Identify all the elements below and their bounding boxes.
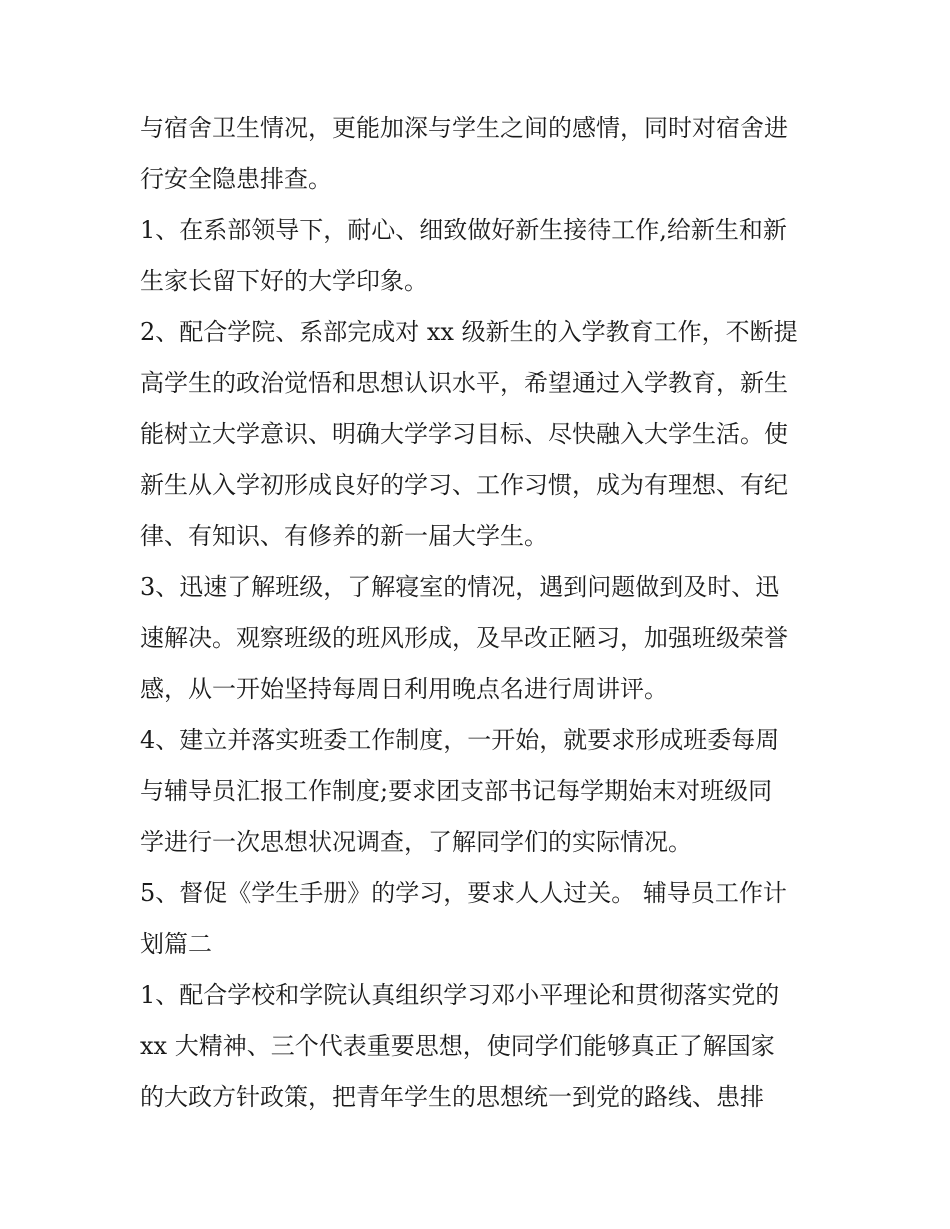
text-line: 能树立大学意识、明确大学学习目标、尽快融入大学生活。使 — [140, 420, 788, 448]
document-body — [140, 103, 820, 1123]
text-line: 学进行一次思想状况调查，了解同学们的实际情况。 — [140, 828, 692, 856]
text-line: 行安全隐患排查。 — [140, 165, 332, 193]
text-line: 与宿舍卫生情况，更能加深与学生之间的感情，同时对宿舍进 — [140, 114, 788, 142]
text-line: 1、配合学校和学院认真组织学习邓小平理论和贯彻落实党的 — [140, 981, 780, 1009]
text-line: 的大政方针政策，把青年学生的思想统一到党的路线、患排 — [140, 1083, 764, 1111]
text-line: 高学生的政治觉悟和思想认识水平，希望通过入学教育，新生 — [140, 369, 788, 397]
text-line: 3、迅速了解班级，了解寝室的情况，遇到问题做到及时、迅 — [140, 573, 780, 601]
text-line: 生家长留下好的大学印象。 — [140, 267, 428, 295]
text-line: xx 大精神、三个代表重要思想，使同学们能够真正了解国家 — [140, 1032, 775, 1060]
text-line: 速解决。观察班级的班风形成，及早改正陋习，加强班级荣誉 — [140, 624, 788, 652]
text-line: 新生从入学初形成良好的学习、工作习惯，成为有理想、有纪 — [140, 471, 788, 499]
text-line: 律、有知识、有修养的新一届大学生。 — [140, 522, 548, 550]
text-line: 1、在系部领导下，耐心、细致做好新生接待工作,给新生和新 — [140, 216, 787, 244]
text-line: 2、配合学院、系部完成对 xx 级新生的入学教育工作，不断提 — [140, 318, 798, 346]
text-line: 感，从一开始坚持每周日利用晚点名进行周讲评。 — [140, 675, 668, 703]
text-line: 划篇二 — [140, 930, 212, 958]
text-line: 与辅导员汇报工作制度;要求团支部书记每学期始末对班级同 — [140, 777, 773, 805]
text-line: 5、督促《学生手册》的学习，要求人人过关。 辅导员工作计 — [140, 879, 787, 907]
text-line: 4、建立并落实班委工作制度，一开始，就要求形成班委每周 — [140, 726, 780, 754]
